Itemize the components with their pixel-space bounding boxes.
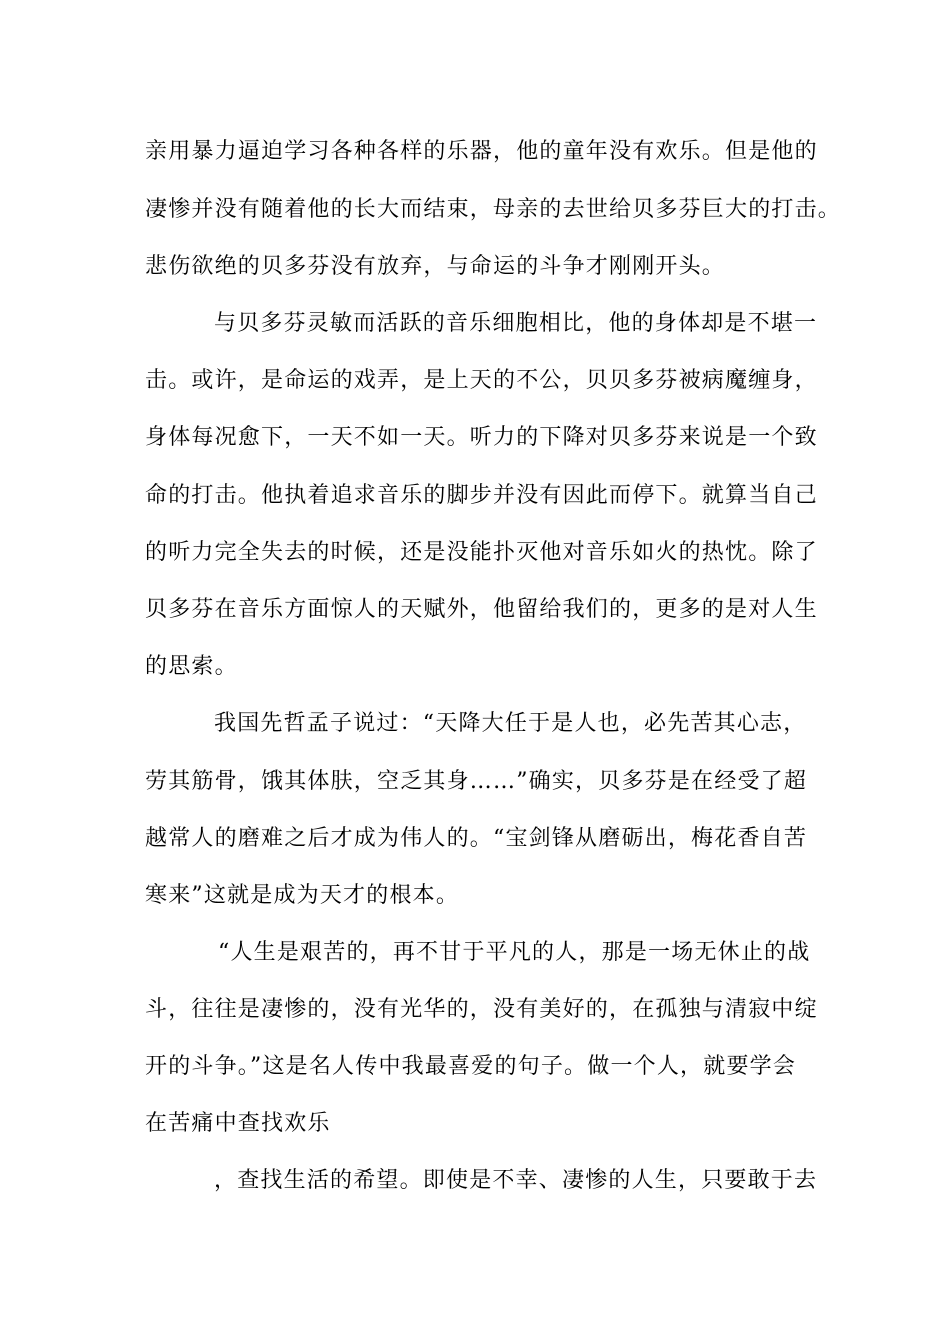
paragraph-1-line-3: 悲伤欲绝的贝多芬没有放弃，与命运的斗争才刚刚开头。 (145, 254, 726, 279)
paragraph-2-line-3: 身体每况愈下，一天不如一天。听力的下降对贝多芬来说是一个致 (145, 425, 818, 450)
paragraph-2-line-6: 贝多芬在音乐方面惊人的天赋外，他留给我们的，更多的是对人生 (145, 597, 818, 622)
paragraph-2-line-2: 击。或许，是命运的戏弄，是上天的不公，贝贝多芬被病魔缠身， (145, 368, 818, 393)
paragraph-2-line-4: 命的打击。他执着追求音乐的脚步并没有因此而停下。就算当自己 (145, 483, 818, 508)
paragraph-4-line-2: 斗，往往是凄惨的，没有光华的，没有美好的，在孤独与清寂中绽 (145, 997, 818, 1022)
paragraph-4-line-4: 在苦痛中查找欢乐 (145, 1111, 331, 1136)
paragraph-4-line-1: “人生是艰苦的，再不甘于平凡的人，那是一场无休止的战 (218, 940, 811, 965)
paragraph-2-line-1: 与贝多芬灵敏而活跃的音乐细胞相比，他的身体却是不堪一 (214, 311, 818, 336)
paragraph-3-line-4: 寒来”这就是成为天才的根本。 (145, 883, 460, 908)
paragraph-4-line-3: 开的斗争。”这是名人传中我最喜爱的句子。做一个人，就要学会 (145, 1054, 797, 1079)
paragraph-5-line-1: ，查找生活的希望。即使是不幸、凄惨的人生，只要敢于去 (214, 1168, 818, 1193)
paragraph-3-line-1: 我国先哲孟子说过：“天降大任于是人也，必先苦其心志， (214, 711, 807, 736)
paragraph-2-line-5: 的听力完全失去的时候，还是没能扑灭他对音乐如火的热忱。除了 (145, 540, 818, 565)
paragraph-1-line-2: 凄惨并没有随着他的长大而结束，母亲的去世给贝多芬巨大的打击。 (145, 197, 842, 222)
paragraph-3-line-3: 越常人的磨难之后才成为伟人的。“宝剑锋从磨砺出，梅花香自苦 (145, 826, 808, 851)
paragraph-1-line-1: 亲用暴力逼迫学习各种各样的乐器，他的童年没有欢乐。但是他的 (145, 139, 818, 164)
paragraph-3-line-2: 劳其筋骨，饿其体肤，空乏其身……”确实，贝多芬是在经受了超 (145, 769, 808, 794)
paragraph-2-line-7: 的思索。 (145, 654, 238, 679)
